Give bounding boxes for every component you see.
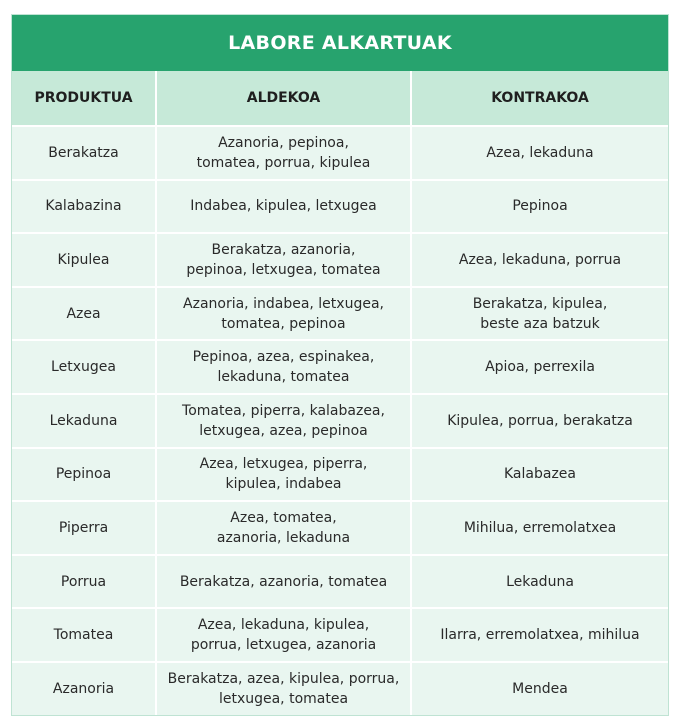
companion-table xyxy=(12,71,668,715)
cell-favorable: Azanoria, indabea, letxugea, tomatea, pepinoa xyxy=(156,287,411,341)
table-row xyxy=(12,501,668,555)
table-row xyxy=(12,555,668,609)
cell-against: Mihilua, erremolatxea xyxy=(411,501,668,555)
cell-favorable: Tomatea, piperra, kalabazea, letxugea, azea, pepinoa xyxy=(156,394,411,448)
cell-product: Letxugea xyxy=(12,340,156,394)
table-row xyxy=(12,448,668,502)
cell-favorable: Berakatza, azanoria, pepinoa, letxugea, tomatea xyxy=(156,233,411,287)
cell-favorable: Pepinoa, azea, espinakea, lekaduna, tomatea xyxy=(156,340,411,394)
cell-favorable: Azea, tomatea, azanoria, lekaduna xyxy=(156,501,411,555)
table-row xyxy=(12,233,668,287)
cell-against: Ilarra, erremolatxea, mihilua xyxy=(411,608,668,662)
cell-favorable: Berakatza, azanoria, tomatea xyxy=(156,555,411,609)
cell-against: Pepinoa xyxy=(411,180,668,234)
table-row xyxy=(12,662,668,715)
cell-against: Azea, lekaduna xyxy=(411,126,668,180)
table-row xyxy=(12,126,668,180)
cell-product: Kipulea xyxy=(12,233,156,287)
cell-product: Porrua xyxy=(12,555,156,609)
cell-product: Piperra xyxy=(12,501,156,555)
cell-against: Lekaduna xyxy=(411,555,668,609)
table-title: LABORE ALKARTUAK xyxy=(12,15,668,71)
cell-against: Kipulea, porrua, berakatza xyxy=(411,394,668,448)
header-row xyxy=(12,71,668,126)
cell-product: Azea xyxy=(12,287,156,341)
cell-favorable: Azea, letxugea, piperra, kipulea, indabea xyxy=(156,448,411,502)
header-product: PRODUKTUA xyxy=(12,71,156,126)
table-row xyxy=(12,608,668,662)
cell-against: Azea, lekaduna, porrua xyxy=(411,233,668,287)
cell-against: Berakatza, kipulea, beste aza batzuk xyxy=(411,287,668,341)
cell-favorable: Azea, lekaduna, kipulea, porrua, letxugea, azanoria xyxy=(156,608,411,662)
table-row xyxy=(12,180,668,234)
cell-product: Kalabazina xyxy=(12,180,156,234)
cell-against: Mendea xyxy=(411,662,668,715)
cell-product: Pepinoa xyxy=(12,448,156,502)
cell-favorable: Berakatza, azea, kipulea, porrua, letxugea, tomatea xyxy=(156,662,411,715)
cell-product: Berakatza xyxy=(12,126,156,180)
header-favorable: ALDEKOA xyxy=(156,71,411,126)
table-row xyxy=(12,394,668,448)
companion-planting-table-card xyxy=(11,14,669,716)
cell-against: Kalabazea xyxy=(411,448,668,502)
table-row xyxy=(12,287,668,341)
cell-product: Azanoria xyxy=(12,662,156,715)
cell-product: Lekaduna xyxy=(12,394,156,448)
cell-favorable: Indabea, kipulea, letxugea xyxy=(156,180,411,234)
cell-favorable: Azanoria, pepinoa, tomatea, porrua, kipulea xyxy=(156,126,411,180)
table-row xyxy=(12,340,668,394)
cell-product: Tomatea xyxy=(12,608,156,662)
header-against: KONTRAKOA xyxy=(411,71,668,126)
cell-against: Apioa, perrexila xyxy=(411,340,668,394)
